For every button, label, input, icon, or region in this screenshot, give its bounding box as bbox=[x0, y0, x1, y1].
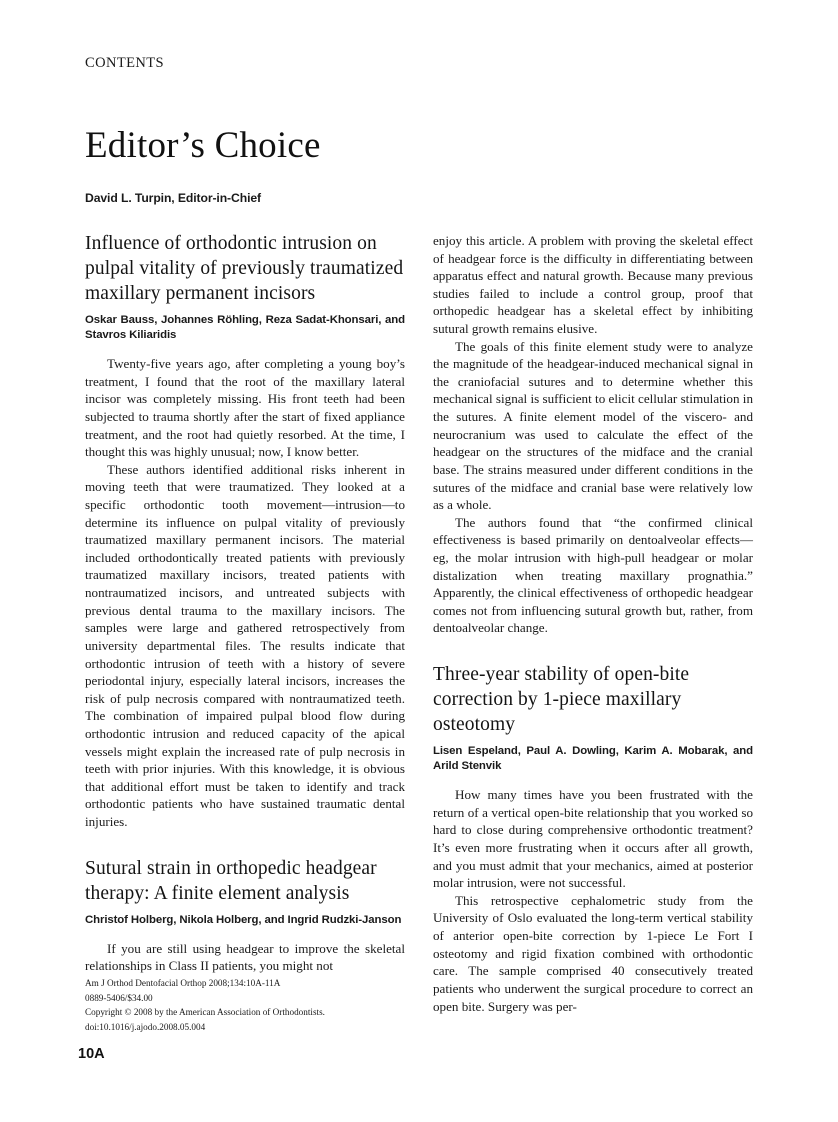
article-paragraph: enjoy this article. A problem with proving the skeletal effect of headgear force is the difficulty in differentiating between apparatus effect and natural growth. Because many previous studies failed to include a control group, proof that orthopedic headgear has a skeletal effect by inhibiting sutural growth remains elusive. bbox=[433, 233, 753, 337]
right-column bbox=[433, 232, 753, 1015]
page-header bbox=[85, 55, 761, 205]
article-authors: Oskar Bauss, Johannes Röhling, Reza Sadat-Khonsari, and Stavros Kiliaridis bbox=[85, 313, 405, 342]
article-summary-2-cont bbox=[433, 232, 753, 637]
article-paragraph: These authors identified additional risks inherent in moving teeth that were traumatized. They looked at a specific orthodontic tooth movement—intrusion—to determine its influence on pulpal vitality of previously traumatized maxillary permanent incisors. The material included orthodontically treated patients with previously traumatized maxillary incisors, treated patients with nontraumatized incisors, and untreated subjects with previous dental trauma to the maxillary incisors. The samples were large and gathered retrospectively from university departmental files. The results indicate that orthodontic intrusion of teeth with a history of severe periodontal injury, especially lateral incisors, increases the risk of pulp necrosis compared with nontraumatized teeth. The combination of impaired pulpal blood flow during orthodontic intrusion and reduced capacity of the apical vessels might explain the increased rate of pulp necrosis in teeth with prior injuries. With this knowledge, it is obvious that additional effort must be taken to identify and track orthodontic patients who have sustained traumatic dental injuries. bbox=[85, 461, 405, 830]
running-head: CONTENTS bbox=[85, 55, 164, 71]
page-title: Editor’s Choice bbox=[85, 125, 321, 166]
article-paragraph: The authors found that “the confirmed clinical effectiveness is based primarily on dentoalveolar effects—eg, the molar intrusion with high-pull headgear or molar distalization when treating maxillary prognathia.” Apparently, the clinical effectiveness of orthopedic headgear comes not from influencing sutural growth but, rather, from dentoalveolar change. bbox=[433, 514, 753, 636]
article-authors: Christof Holberg, Nikola Holberg, and Ingrid Rudzki-Janson bbox=[85, 913, 402, 926]
citation-line: doi:10.1016/j.ajodo.2008.05.004 bbox=[85, 1021, 206, 1032]
page-number: 10A bbox=[78, 1046, 105, 1062]
article-title: Influence of orthodontic intrusion on pulpal vitality of previously traumatized maxillary permanent incisors bbox=[85, 233, 404, 304]
article-paragraph: Twenty-five years ago, after completing a young boy’s treatment, I found that the root of the maxillary lateral incisor was completely missing. His front teeth had been subjected to trauma shortly after the start of fixed appliance treatment, and the root had quietly resorbed. At the time, I thought this was highly unusual; now, I know better. bbox=[85, 356, 405, 460]
article-summary-3 bbox=[433, 663, 753, 1015]
article-summary-1 bbox=[85, 232, 405, 831]
citation-line: 0889-5406/$34.00 bbox=[85, 992, 153, 1003]
citation-line: Am J Orthod Dentofacial Orthop 2008;134:10A-11A bbox=[85, 978, 281, 988]
article-paragraph: If you are still using headgear to improve the skeletal relationships in Class II patients, you might not bbox=[85, 940, 405, 974]
article-authors: Lisen Espeland, Paul A. Dowling, Karim A. Mobarak, and Arild Stenvik bbox=[433, 744, 753, 773]
editor-byline: David L. Turpin, Editor-in-Chief bbox=[85, 191, 261, 205]
article-paragraph: How many times have you been frustrated with the return of a vertical open-bite relationship that you worked so hard to close during comprehensive orthodontic treatment? It’s even more frustrating when it occurs after all growth, and you must admit that your mechanics, aimed at posterior molar intrusion, were not successful. bbox=[433, 787, 753, 891]
article-title: Sutural strain in orthopedic headgear therapy: A finite element analysis bbox=[85, 857, 377, 904]
article-title: Three-year stability of open-bite correction by 1-piece maxillary osteotomy bbox=[433, 664, 690, 735]
two-column-body bbox=[85, 232, 761, 1032]
article-paragraph: The goals of this finite element study were to analyze the magnitude of the headgear-induced mechanical signal in the craniofacial sutures and to determine whether this mechanical signal is sufficient to elicit cellular stimulation in the sutures. A finite element model of the viscero- and neurocranium was used to calculate the effect of the headgear on the structures of the midface and the cranial base. The strains measured under different conditions in the sutures of the midface and cranial base were relatively low as a whole. bbox=[433, 338, 753, 513]
citation-footnote bbox=[85, 976, 415, 1034]
article-paragraph: This retrospective cephalometric study from the University of Oslo evaluated the long-term vertical stability of anterior open-bite correction by 1-piece Le Fort I osteotomy and rigid fixation combined with orthodontic care. The sample comprised 40 consecutively treated patients who underwent the surgical procedure to correct an open bite. Surgery was per- bbox=[433, 892, 753, 1014]
citation-line: Copyright © 2008 by the American Association of Orthodontists. bbox=[85, 1007, 325, 1018]
left-column bbox=[85, 232, 405, 975]
article-summary-2-head bbox=[85, 857, 405, 975]
